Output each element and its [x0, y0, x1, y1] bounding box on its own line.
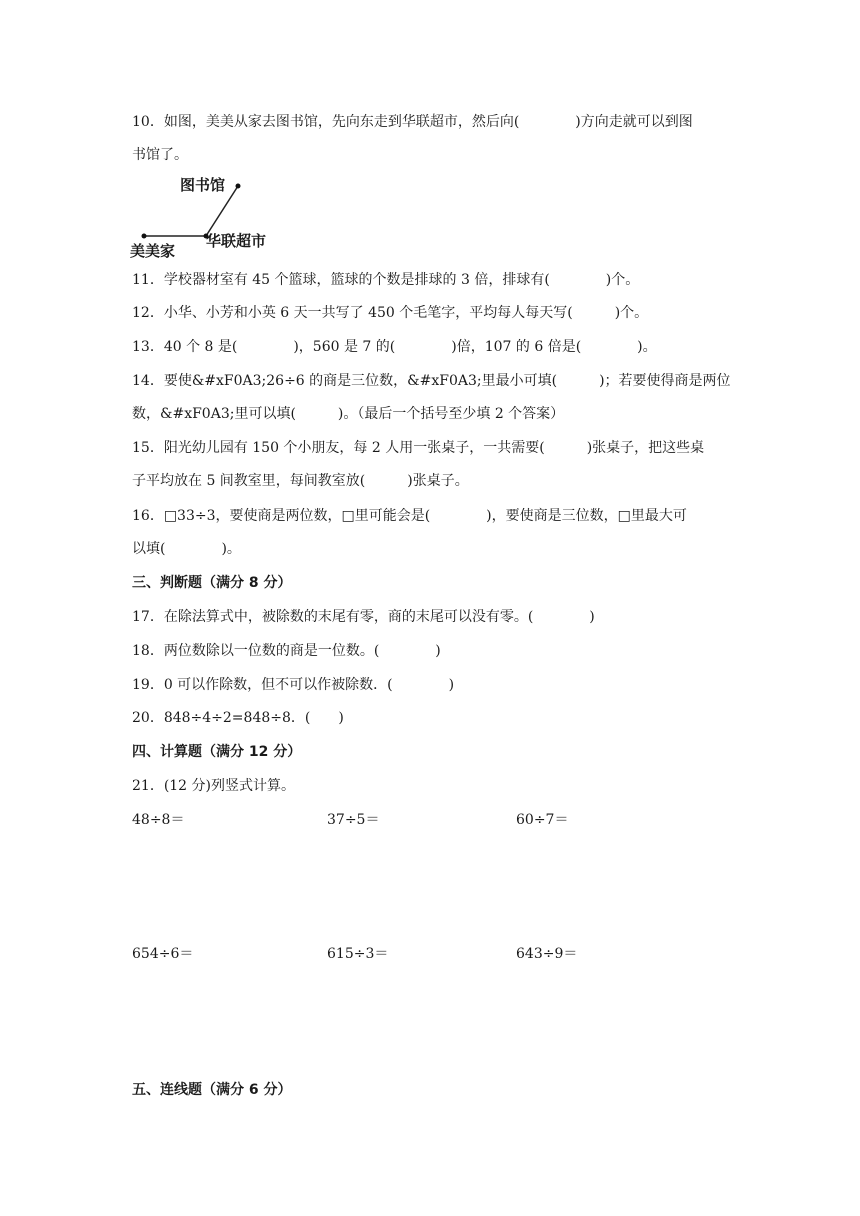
calc-item: 48÷8＝: [132, 812, 185, 828]
calc-item: 615÷3＝: [327, 946, 389, 962]
q15-line1: 15．阳光幼儿园有 150 个小朋友，每 2 人用一张桌子，一共需要( )张桌子，把这些桌: [132, 440, 705, 456]
q10-line2: 书馆了。: [132, 147, 188, 163]
home-label: 美美家: [130, 242, 176, 260]
calc-item: 37÷5＝: [327, 812, 380, 828]
q11: 11．学校器材室有 45 个篮球，篮球的个数是排球的 3 倍，排球有( )个。: [132, 272, 640, 288]
q14-line2: 数，&#xF0A3;里可以填( )。（最后一个括号至少填 2 个答案）: [132, 406, 565, 422]
q21: 21．(12 分)列竖式计算。: [132, 778, 296, 794]
q19: 19．0 可以作除数，但不可以作被除数．( ): [132, 677, 455, 693]
section5-heading: 五、连线题（满分 6 分）: [132, 1082, 292, 1098]
supermarket-label: 华联超市: [206, 232, 267, 250]
q16-line1: 16．□33÷3，要使商是两位数，□里可能会是( )，要使商是三位数，□里最大可: [132, 508, 687, 524]
q17: 17．在除法算式中，被除数的末尾有零，商的末尾可以没有零。( ): [132, 609, 595, 625]
section4-heading: 四、计算题（满分 12 分）: [132, 744, 302, 760]
q20: 20．848÷4÷2=848÷8．( ): [132, 710, 344, 726]
q15-line2: 子平均放在 5 间教室里，每间教室放( )张桌子。: [132, 473, 469, 489]
home-point: [142, 234, 147, 239]
q16-line2: 以填( )。: [132, 541, 241, 557]
library-point: [236, 184, 241, 189]
q12: 12．小华、小芳和小英 6 天一共写了 450 个毛笔字，平均每人每天写( )个。: [132, 305, 649, 321]
calc-item: 643÷9＝: [516, 946, 578, 962]
q14-line1: 14．要使&#xF0A3;26÷6 的商是三位数，&#xF0A3;里最小可填( )；若要使得商是两位: [132, 373, 731, 389]
q13: 13．40 个 8 是( )，560 是 7 的( )倍，107 的 6 倍是( )。: [132, 339, 657, 355]
q10-line1: 10．如图，美美从家去图书馆，先向东走到华联超市，然后向( )方向走就可以到图: [132, 114, 693, 130]
calc-item: 60÷7＝: [516, 812, 569, 828]
direction-map: [128, 170, 288, 260]
q18: 18．两位数除以一位数的商是一位数。( ): [132, 643, 441, 659]
calc-item: 654÷6＝: [132, 946, 194, 962]
section3-heading: 三、判断题（满分 8 分）: [132, 575, 292, 591]
library-label: 图书馆: [180, 176, 226, 194]
